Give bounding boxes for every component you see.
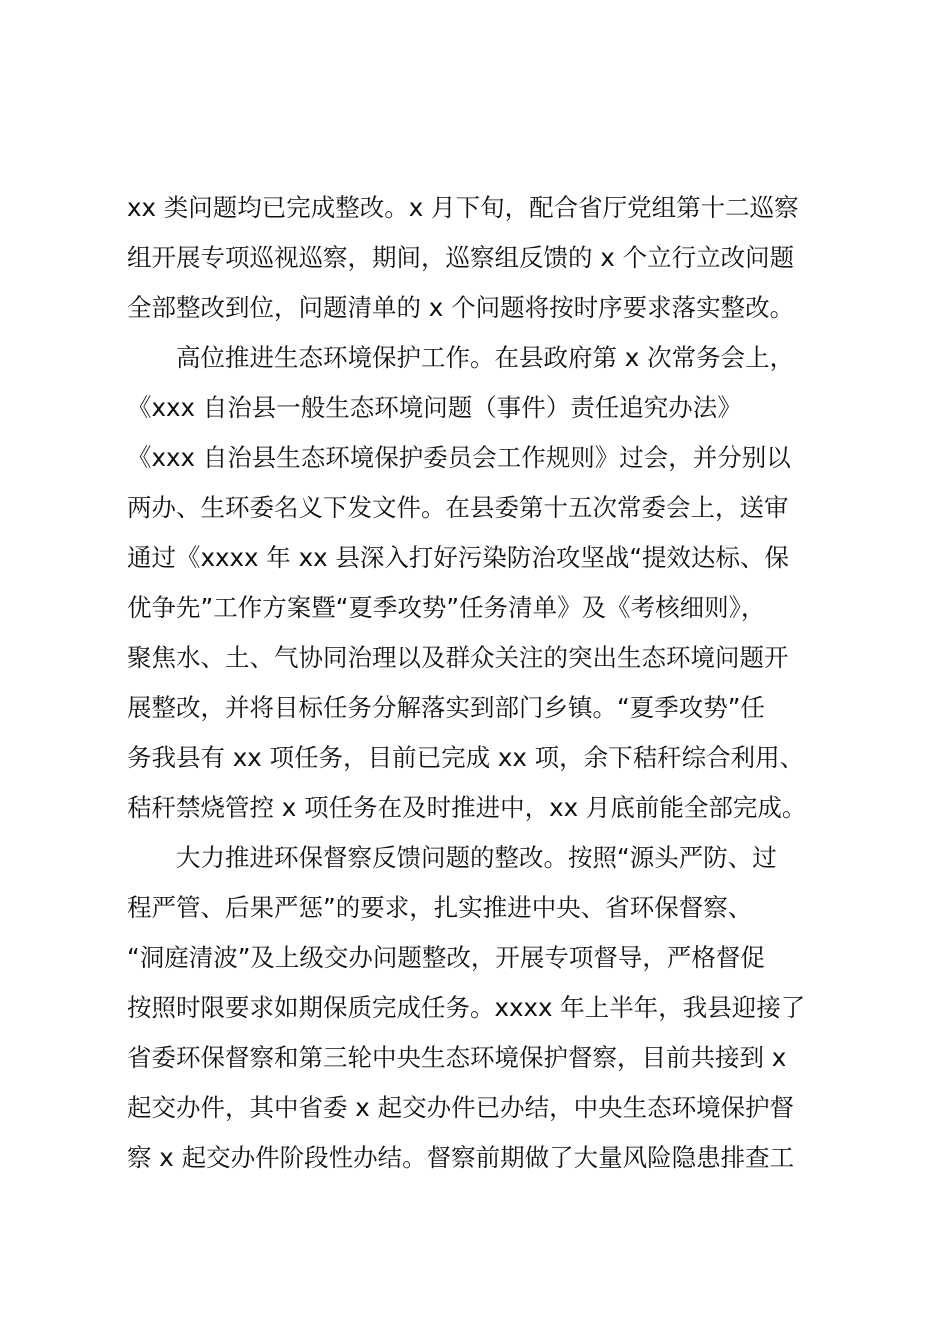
- text-line: 两办、生环委名义下发文件。在县委第十五次常委会上，送审: [127, 493, 789, 522]
- text-line: 秸秆禁烧管控 x 项任务在及时推进中，xx 月底前能全部完成。: [127, 793, 807, 822]
- text-line: 展整改，并将目标任务分解落实到部门乡镇。“夏季攻势”任: [127, 693, 765, 722]
- text-line: 组开展专项巡视巡察，期间，巡察组反馈的 x 个立行立改问题: [127, 243, 795, 272]
- text-line: 程严管、后果严惩”的要求，扎实推进中央、省环保督察、: [127, 893, 753, 922]
- text-line: 按照时限要求如期保质完成任务。xxxx 年上半年，我县迎接了: [127, 993, 806, 1022]
- text-line: 全部整改到位，问题清单的 x 个问题将按时序要求落实整改。: [127, 293, 795, 322]
- body-text: [127, 183, 837, 1183]
- text-line: 起交办件，其中省委 x 起交办件已办结，中央生态环境保护督: [127, 1093, 795, 1122]
- text-line: 优争先”工作方案暨“夏季攻势”任务清单》及《考核细则》，: [127, 593, 766, 622]
- text-line: 《xxx 自治县一般生态环境问题（事件）责任追究办法》: [127, 393, 742, 422]
- text-line: “洞庭清波”及上级交办问题整改，开展专项督导，严格督促: [127, 943, 765, 972]
- text-line: 察 x 起交办件阶段性办结。督察前期做了大量风险隐患排查工: [127, 1143, 795, 1172]
- text-line: 省委环保督察和第三轮中央生态环境保护督察，目前共接到 x: [127, 1043, 787, 1072]
- text-line: 《xxx 自治县生态环境保护委员会工作规则》过会，并分别以: [127, 443, 791, 472]
- text-line: 高位推进生态环境保护工作。在县政府第 x 次常务会上，: [127, 343, 795, 372]
- text-line: 务我县有 xx 项任务，目前已完成 xx 项，余下秸秆综合利用、: [127, 743, 805, 772]
- text-line: 大力推进环保督察反馈问题的整改。按照“源头严防、过: [127, 843, 777, 872]
- text-line: 聚焦水、土、气协同治理以及群众关注的突出生态环境问题开: [127, 643, 789, 672]
- text-line: 通过《xxxx 年 xx 县深入打好污染防治攻坚战“提效达标、保: [127, 543, 790, 572]
- text-line: xx 类问题均已完成整改。x 月下旬，配合省厅党组第十二巡察: [127, 193, 799, 222]
